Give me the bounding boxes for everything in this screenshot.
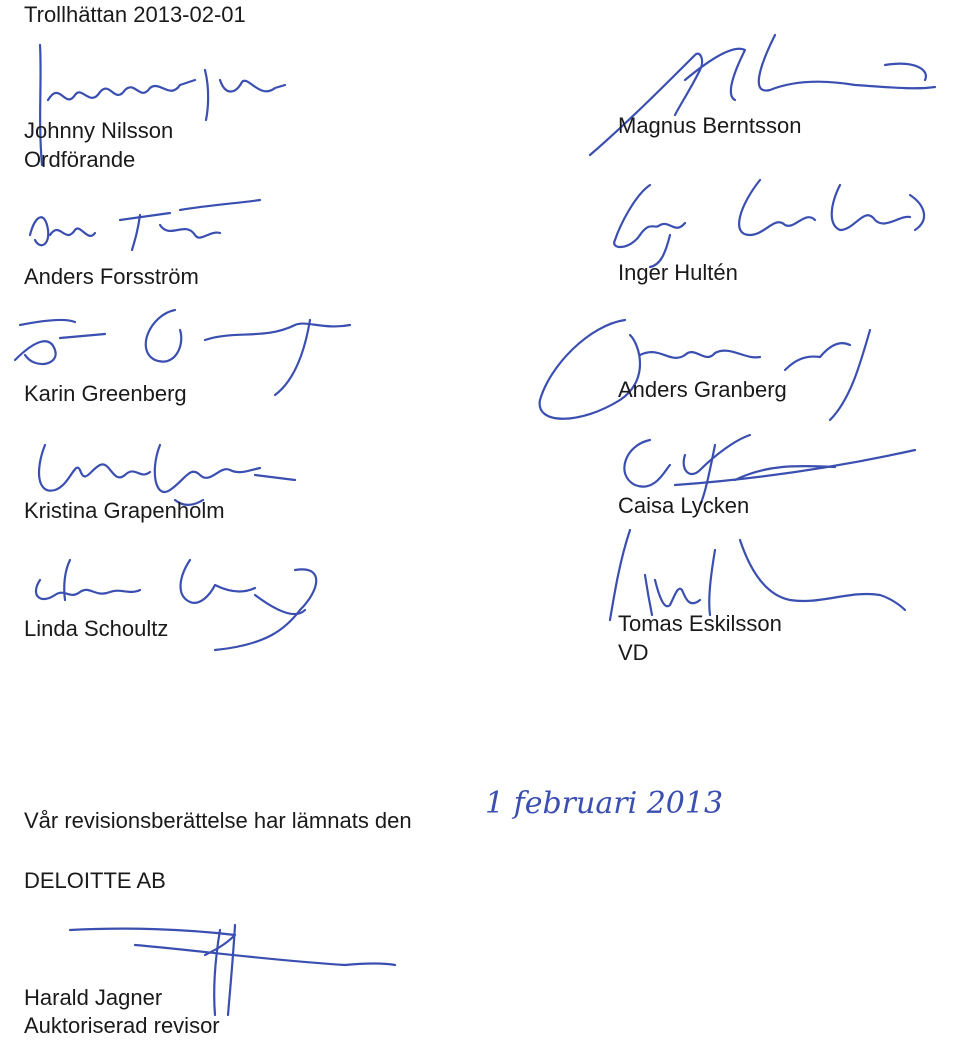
signatory-name-caisa-lycken: Caisa Lycken: [618, 493, 750, 518]
signatory-name-kristina-grapenholm: Kristina Grapenholm: [24, 498, 225, 523]
signatory-name-tomas-eskilsson: Tomas Eskilsson: [618, 611, 782, 636]
auditor-name: Harald Jagner: [24, 985, 163, 1010]
place-date: Trollhättan 2013-02-01: [24, 2, 246, 27]
signatory-role-ordforande: Ordförande: [24, 147, 136, 172]
signature-anders-granberg: [530, 305, 910, 435]
signatory-name-johnny-nilsson: Johnny Nilsson: [24, 118, 174, 143]
signatory-name-magnus-berntsson: Magnus Berntsson: [618, 113, 802, 138]
signature-caisa-lycken: [605, 425, 925, 540]
handwritten-date: 1 februari 2013: [485, 786, 724, 821]
signature-anders-forsstrom: [20, 195, 280, 265]
auditor-firm: DELOITTE AB: [24, 868, 166, 893]
audit-statement: Vår revisionsberättelse har lämnats den: [24, 808, 412, 833]
signature-inger-hulten: [590, 175, 950, 270]
auditor-title: Auktoriserad revisor: [24, 1013, 220, 1038]
signatory-role-vd: VD: [618, 640, 649, 665]
signatory-name-karin-greenberg: Karin Greenberg: [24, 381, 187, 406]
signatory-name-anders-granberg: Anders Granberg: [618, 377, 787, 402]
signature-linda-schoultz: [25, 550, 335, 660]
signatory-name-inger-hulten: Inger Hultén: [618, 260, 738, 285]
signatory-name-linda-schoultz: Linda Schoultz: [24, 616, 169, 641]
signature-magnus-berntsson: [585, 25, 945, 165]
signatory-name-anders-forsstrom: Anders Forsström: [24, 264, 199, 289]
